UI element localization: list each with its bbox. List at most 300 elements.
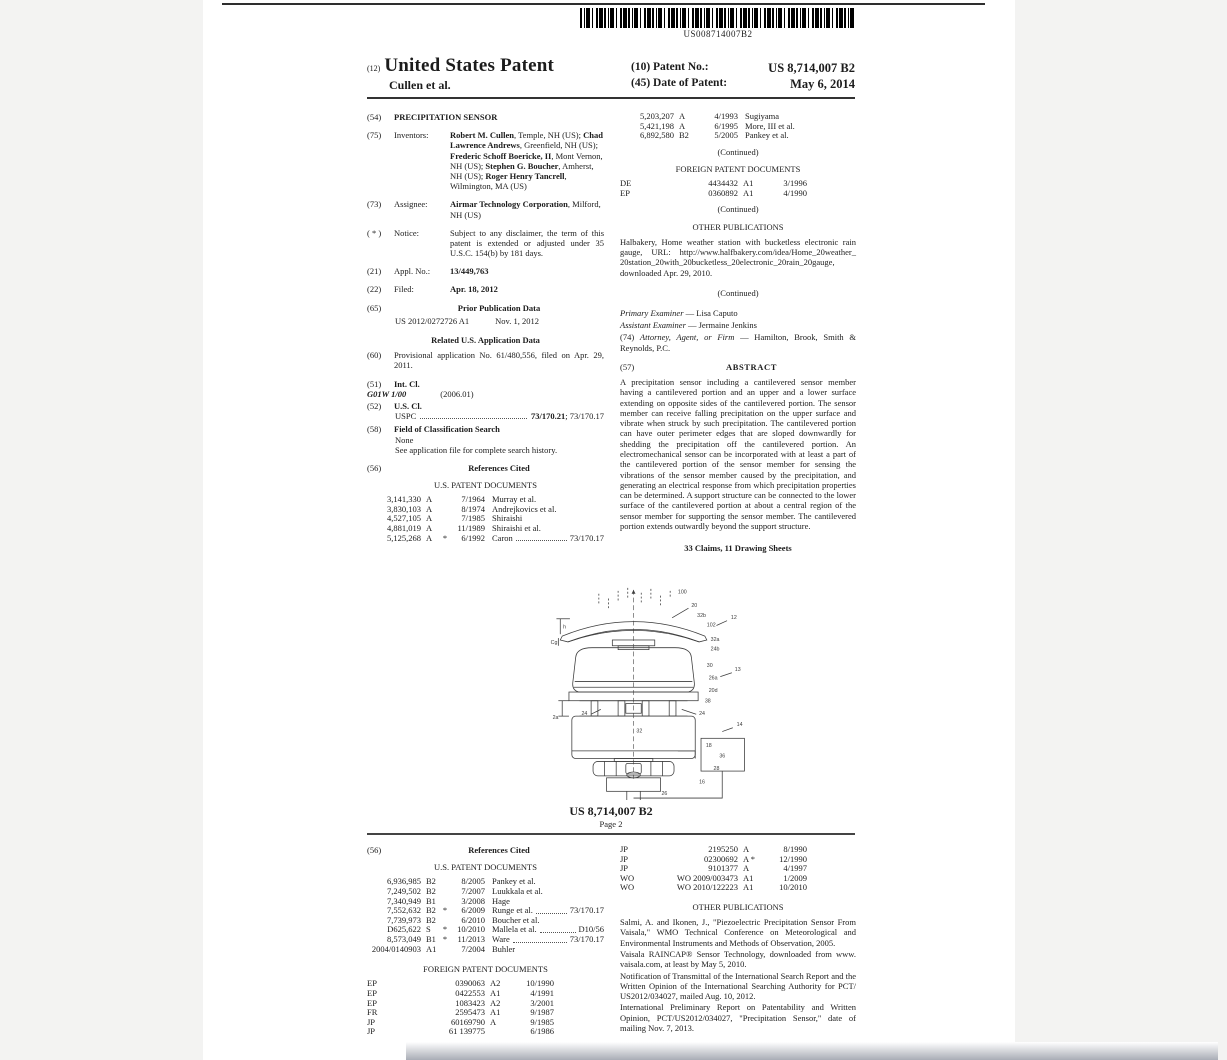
cell: Runge et al. [492, 905, 533, 916]
page2-foreign-table-right [620, 845, 856, 893]
references-cited-heading: References Cited [468, 462, 530, 473]
assistant-examiner-line [620, 320, 856, 330]
field-notice [367, 228, 604, 259]
cell: JP [620, 853, 629, 864]
attorney-line [620, 332, 856, 352]
cell: 3,141,330 [387, 494, 421, 505]
cell: Caron [492, 532, 513, 543]
cell: EP [367, 987, 377, 998]
cell: A [426, 523, 433, 534]
inventors-value: Robert M. Cullen, Temple, NH (US); Chad Lawrence Andrews, Greenfield, NH (US); Frederic Schoff Boericke, II, Mont Vernon, NH (US); Stephen G. Boucher, Amherst, NH (US); Roger Henry Tancrell, Wilmington, MA (US) [450, 130, 603, 192]
appl-no-label: Appl. No.: [394, 266, 431, 277]
uspc-row [395, 411, 604, 421]
assistant-examiner-name: — Jermaine Jenkins [685, 320, 757, 331]
cell: 8,573,049 [387, 933, 421, 944]
field-22-filed [367, 284, 604, 294]
scan-top-border [222, 3, 985, 5]
column-right [620, 112, 856, 553]
table-row [367, 534, 604, 544]
cell: 5,125,268 [387, 532, 421, 543]
patent-authors: Cullen et al. [389, 78, 451, 92]
figure-ref-numeral: 20d [708, 688, 718, 695]
page2-label: Page 2 [599, 819, 623, 829]
cell: 5,203,207 [640, 111, 674, 121]
cell: B1 [426, 933, 436, 944]
appl-no-value: 13/449,763 [450, 266, 489, 277]
search-see-note: See application file for complete search history. [395, 444, 558, 455]
cell [441, 505, 449, 515]
cell: Shiraishi et al. [492, 523, 541, 534]
cell: 8/2005 [461, 876, 485, 887]
figure-ref-numeral: 12 [730, 614, 737, 621]
abstract-num: (57) [620, 361, 635, 372]
cell: A * [743, 853, 756, 864]
cell: EP [367, 997, 377, 1008]
cell: A2 [490, 978, 501, 989]
figure-ref-numeral: h [563, 624, 567, 631]
cell: 2195250 [708, 844, 738, 854]
cell: Boucher et al. [492, 914, 540, 925]
cell: 4,881,019 [387, 523, 421, 534]
dot-leader [513, 942, 567, 943]
figure-ref-numeral: 18 [705, 742, 712, 749]
cell: 4/1997 [783, 863, 807, 874]
header-title-row [367, 55, 617, 77]
int-cl-class: G01W 1/00 [367, 388, 407, 399]
cell: WO [620, 872, 635, 883]
kind-code-12: (12) [367, 64, 381, 73]
field-52-num: (52) [367, 400, 382, 411]
table-row [367, 1027, 604, 1037]
cell: JP [367, 1016, 376, 1027]
page2-other-publications [620, 917, 856, 1033]
assignee-label: Assignee: [394, 199, 428, 210]
cell: 6/1992 [461, 532, 485, 543]
cell: 4,527,105 [387, 513, 421, 524]
continued-note-1: (Continued) [717, 146, 759, 157]
cell: 10/1990 [526, 978, 554, 989]
abstract-heading-row [620, 362, 856, 372]
patent-figure-container [533, 586, 763, 800]
figure-ref-numeral: 38 [704, 698, 711, 705]
cell: 2595473 [455, 1007, 485, 1018]
cell: B2 [426, 914, 436, 925]
table-row [620, 874, 856, 884]
cell [441, 495, 449, 505]
cell: * [442, 924, 448, 935]
cell: WO [620, 882, 635, 893]
figure-ref-numeral: 26a [708, 675, 718, 682]
table-row [367, 945, 604, 955]
notice-label: Notice: [394, 227, 420, 238]
figure-ref-numeral: Cg [550, 639, 558, 646]
bottom-shadow [406, 1042, 1218, 1060]
search-none: None [395, 434, 414, 445]
cell: Luukkala et al. [492, 885, 543, 896]
foreign-patent-documents-heading: FOREIGN PATENT DOCUMENTS [675, 163, 801, 174]
cell: 7/1964 [461, 494, 485, 505]
cell: A [426, 513, 433, 524]
figure-ref-numeral: 30 [706, 662, 713, 669]
cell: A1 [490, 987, 501, 998]
primary-examiner-line [620, 308, 856, 318]
barcode [580, 8, 856, 28]
field-75-inventors [367, 130, 604, 191]
figure-ref-numeral: 26 [661, 791, 668, 798]
cell: 5,421,198 [640, 120, 674, 131]
cell: D625,622 [387, 924, 421, 935]
field-52-us-cl [367, 401, 604, 411]
cell: 7,739,973 [387, 914, 421, 925]
attorney-label: Attorney, Agent, or Firm [639, 332, 735, 343]
cell: Pankey et al. [492, 876, 536, 887]
cell: Murray et al. [492, 494, 537, 505]
cell: 60169790 [451, 1016, 485, 1027]
page2-field-56 [367, 845, 604, 855]
cell [490, 1027, 510, 1037]
notice-num: ( * ) [367, 227, 382, 238]
other-publication-entry: International Preliminary Report on Patentability and Written Opinion, PCT/US2012/034027, "Precipitation Sensor," date of mailing Nov. 7, 2013. [620, 1002, 856, 1033]
cell: Andrejkovics et al. [492, 503, 557, 514]
cell: * [442, 532, 448, 543]
field-58-num: (58) [367, 424, 382, 435]
cell: * [442, 933, 448, 944]
figure-ref-numeral: 14 [736, 721, 743, 728]
dot-leader [540, 932, 576, 933]
assignee-location: , Milford, NH (US) [450, 199, 601, 220]
inventor-name: Frederic Schoff Boericke, II [450, 150, 552, 161]
cell: WO 2010/122223 [676, 882, 738, 893]
related-application-heading: Related U.S. Application Data [431, 335, 540, 345]
uspc-main-class: 73/170.21 [531, 411, 566, 422]
patent-date-row [631, 76, 855, 92]
cell: A1 [490, 1007, 501, 1018]
cell: A [426, 532, 433, 543]
cell: 6,936,985 [387, 876, 421, 887]
field-56-references [367, 463, 604, 473]
cell: 0390063 [455, 978, 485, 989]
inventor-name: Robert M. Cullen [450, 130, 514, 141]
other-publications-heading: OTHER PUBLICATIONS [692, 221, 784, 232]
continued-note-2: (Continued) [717, 204, 759, 215]
figure-ref-numeral: 24 [581, 711, 588, 718]
cell [441, 887, 449, 897]
cell: A [426, 494, 433, 505]
us-patent-table-right [620, 112, 856, 141]
patent-date-label: (45) Date of Patent: [631, 77, 728, 90]
attorney-name: — Hamilton, Brook, Smith & Reynolds, P.C. [620, 332, 857, 353]
filed-label: Filed: [394, 284, 414, 295]
cell: S [426, 924, 431, 935]
cell [694, 112, 702, 122]
figure-ref-numeral: 2a [552, 715, 559, 722]
field-58-search [367, 424, 604, 434]
page2-other-publications-heading: OTHER PUBLICATIONS [692, 901, 784, 912]
cell [694, 131, 702, 141]
page2-patent-number: US 8,714,007 B2 [569, 804, 653, 818]
field-65 [367, 303, 604, 313]
cell: 10/2010 [779, 882, 807, 893]
int-cl-label: Int. Cl. [394, 378, 420, 389]
cell: EP [620, 187, 630, 198]
cell [441, 945, 449, 955]
foreign-patent-table [620, 179, 856, 198]
figure-ref-numeral: 20 [691, 603, 698, 610]
table-row [367, 999, 604, 1009]
other-publication-entry: Halbakery, Home weather station with bucketless electronic rain gauge, URL: http://www.halfbakery.com/idea/Home_20weather_ 20station_20with_20bucketless_20electronic_20rain_20gauge, downloaded Apr. 29, 2010. [620, 236, 856, 278]
field-21-num: (21) [367, 266, 382, 277]
cell: B2 [426, 876, 436, 887]
dot-leader [536, 913, 567, 914]
cell: 11/1989 [457, 523, 485, 534]
cell: 11/2013 [457, 933, 485, 944]
field-60-provisional [367, 350, 604, 370]
cell: Shiraishi [492, 513, 523, 524]
figure-ref-numeral: 32 [636, 728, 643, 735]
cell: DE [620, 178, 632, 189]
us-cl-label: U.S. Cl. [394, 400, 422, 411]
cell: 5/2005 [714, 130, 738, 141]
table-row [367, 1018, 604, 1028]
cell: 6/1995 [714, 120, 738, 131]
dot-leader [516, 540, 567, 541]
cell: 7,552,632 [387, 905, 421, 916]
cell [745, 131, 856, 141]
page2-foreign-heading: FOREIGN PATENT DOCUMENTS [423, 964, 548, 975]
cell: 8/1974 [461, 503, 485, 514]
prior-publication-heading: Prior Publication Data [457, 302, 541, 313]
cell: 4/1991 [530, 987, 554, 998]
table-row [367, 1008, 604, 1018]
field-75-num: (75) [367, 130, 382, 141]
field-73-num: (73) [367, 199, 382, 210]
figure-ref-numeral: 13 [734, 666, 741, 673]
page2-references-heading: References Cited [468, 845, 530, 855]
field-56-num: (56) [367, 462, 382, 473]
cell: 9/1987 [530, 1007, 554, 1018]
table-row [620, 179, 856, 189]
patent-page [203, 0, 1015, 1060]
figure-ref-numeral: 16 [699, 779, 705, 786]
cell: Pankey et al. [745, 130, 789, 141]
page-title: United States Patent [384, 55, 555, 76]
cell: Ware [492, 933, 510, 944]
cell: 6/2009 [461, 905, 485, 916]
cell: Buhler [492, 943, 516, 954]
cell: 9101377 [708, 863, 738, 874]
assignee-name: Airmar Technology Corporation [450, 199, 568, 210]
figure-ref-numeral: 36 [719, 753, 726, 760]
other-publication-entry: Notification of Transmittal of the International Search Report and the Written Opinion of the International Searching Authority for PCT/ US2012/034027, mailed Aug. 10, 2012. [620, 970, 856, 1002]
patent-number-row [631, 60, 855, 76]
cell: EP [367, 978, 377, 989]
cell: 7,340,949 [387, 895, 421, 906]
cell: D10/56 [578, 924, 604, 935]
cell: 0422553 [455, 987, 485, 998]
prior-publication-row [395, 316, 604, 326]
invention-title: PRECIPITATION SENSOR [394, 112, 498, 122]
us-patent-documents-heading: U.S. PATENT DOCUMENTS [434, 480, 537, 491]
figure-ref-numeral: 32a [710, 636, 720, 643]
cell: 3/2001 [530, 997, 554, 1008]
cell: Sugiyama [745, 111, 779, 121]
attorney-num: (74) [620, 332, 635, 343]
primary-examiner-name: — Lisa Caputo [683, 308, 738, 319]
cell: A [679, 111, 686, 121]
cell: JP [367, 1026, 376, 1037]
page2-column-right [620, 845, 856, 1053]
figure-ref-numeral: 28 [713, 766, 720, 773]
cell: 3/2008 [461, 895, 485, 906]
cell: JP [620, 863, 629, 874]
cell: A1 [743, 187, 754, 198]
table-row [620, 864, 856, 874]
field-73-assignee [367, 199, 604, 219]
cell: 1/2009 [783, 872, 807, 883]
cell: 73/170.17 [569, 933, 604, 944]
cell [441, 514, 449, 524]
cell: 1083423 [455, 997, 485, 1008]
barcode-text: US008714007B2 [683, 29, 753, 39]
patent-number-value: US 8,714,007 B2 [768, 61, 855, 75]
cell: 73/170.17 [569, 905, 604, 916]
int-cl-year: (2006.01) [440, 388, 474, 399]
uspc-label: USPC [395, 411, 417, 422]
abstract-heading: ABSTRACT [725, 361, 778, 372]
page2-us-patent-table [367, 877, 604, 954]
cell: Mallela et al. [492, 924, 537, 935]
other-publication-entry: Vaisala RAINCAP® Sensor Technology, downloaded from www. vaisala.com, at least by May 5, 2010. [620, 949, 856, 970]
field-51-int-cl [367, 379, 604, 389]
inventors-label: Inventors: [394, 130, 429, 141]
patent-date-value: May 6, 2014 [790, 77, 855, 92]
cell: 4/1993 [714, 111, 738, 121]
cell: 73/170.17 [569, 532, 604, 543]
prior-publication-date: Nov. 1, 2012 [495, 315, 539, 326]
continued-note-3: (Continued) [717, 287, 759, 298]
table-row [367, 989, 604, 999]
figure-ref-numeral: 102 [706, 622, 716, 629]
dot-leader [420, 418, 527, 419]
cell: JP [620, 844, 629, 854]
cell: 3/1996 [783, 178, 807, 189]
int-cl-class-row [367, 389, 604, 399]
field-22-num: (22) [367, 284, 382, 295]
column-left [367, 112, 604, 543]
figure-ref-numeral: 24 [699, 711, 705, 718]
table-row [620, 131, 856, 141]
cell: 12/1990 [779, 853, 807, 864]
cell: 2004/0140903 [371, 943, 421, 954]
cell: A1 [426, 943, 437, 954]
cell: 7/2007 [461, 885, 485, 896]
cell [694, 122, 702, 132]
field-60-num: (60) [367, 350, 382, 361]
field-21-appl-no [367, 266, 604, 276]
figure-ref-numeral: 32b [697, 612, 707, 619]
cell: A [743, 863, 750, 874]
cell: B2 [426, 905, 436, 916]
cell: B1 [426, 895, 436, 906]
cell: 0360892 [708, 187, 738, 198]
search-field-label: Field of Classification Search [394, 424, 500, 435]
header-right [631, 60, 855, 93]
cell: 6/2010 [461, 914, 485, 925]
cell: Hage [492, 895, 510, 906]
prior-publication-number: US 2012/0272726 A1 [395, 315, 470, 326]
cell: More, III et al. [745, 120, 795, 131]
cell: 61 139775 [448, 1026, 485, 1037]
cell: 6,892,580 [640, 130, 674, 141]
assistant-examiner-label: Assistant Examiner [620, 320, 686, 331]
figure-ref-numeral: 100 [677, 589, 687, 596]
cell: 02300692 [704, 853, 738, 864]
figure-ref-numeral: 24b [710, 646, 720, 653]
cell: A1 [743, 178, 754, 189]
cell: A [743, 844, 750, 854]
cell: A [490, 1016, 497, 1027]
cell: 4/1990 [783, 187, 807, 198]
cell: 6/1986 [530, 1026, 554, 1037]
inventor-name: Roger Henry Tancrell [485, 170, 565, 181]
header-left [367, 55, 617, 93]
field-51-num: (51) [367, 378, 382, 389]
patent-number-label: (10) Patent No.: [631, 61, 709, 73]
field-54 [367, 112, 604, 122]
cell: B2 [426, 885, 436, 896]
cell: A [426, 503, 433, 514]
inventor-name: Chad Lawrence Andrews [450, 130, 603, 151]
filed-value: Apr. 18, 2012 [450, 284, 498, 295]
cell [492, 534, 604, 544]
page2-column-left [367, 845, 604, 1037]
cell: * [442, 905, 448, 916]
cell [492, 945, 604, 955]
cell: 7/2004 [461, 943, 485, 954]
table-row [620, 883, 856, 893]
cell: 8/1990 [783, 844, 807, 854]
page2-field-56-num: (56) [367, 845, 382, 855]
cell: 7,249,502 [387, 885, 421, 896]
cell: 4434432 [708, 178, 738, 189]
inventor-name: Stephen G. Boucher [485, 160, 559, 171]
table-row [620, 855, 856, 865]
claims-line: 33 Claims, 11 Drawing Sheets [684, 543, 792, 554]
cell: FR [367, 1007, 378, 1018]
field-65-num: (65) [367, 302, 382, 313]
abstract-text: A precipitation sensor including a cantilevered sensor member having a cantilevered portion and an upper and a lower surface extending on opposite sides of the cantilevered portion. The sensor member can receive falling precipitation on the upper surface and vibrate when struck by such precipitation. The cantilevered portion can have outer perimeter edges that are sloped downwardly for shedding the precipitation off the cantilevered portion. An electromechanical sensor can be incorporated with at least a part of the cantilevered portion of the sensor member for sensing the vibrations of the sensor member caused by the precipitation, and generating an electrical response from which precipitation properties can be determined. A support structure can be connected to the lower surface of the cantilevered portion at about a central region of the sensor member for supporting the sensor member. The cantilevered portion extends outwardly beyond the support structure. [620, 376, 856, 531]
other-publication-entry: Salmi, A. and Ikonen, J., "Piezoelectric Precipitation Sensor From Vaisala," WMO Technical Conference on Meteorological and Environmental Instruments and Methods of Observation, 2005. [620, 917, 856, 948]
field-54-num: (54) [367, 112, 382, 122]
notice-text: Subject to any disclaimer, the term of this patent is extended or adjusted under 35 U.S.C. 154(b) by 181 days. [450, 227, 604, 259]
cell: B2 [679, 130, 689, 141]
cell: 3,830,103 [387, 503, 421, 514]
cell: WO 2009/003473 [676, 872, 738, 883]
cell: A2 [490, 997, 501, 1008]
table-row [367, 979, 604, 989]
table-row [620, 845, 856, 855]
assignee-value [450, 199, 604, 219]
primary-examiner-label: Primary Examiner [620, 308, 684, 319]
page2-rule [367, 833, 855, 835]
page2-us-docs-heading: U.S. PATENT DOCUMENTS [434, 862, 537, 873]
cell: 7/1985 [461, 513, 485, 524]
cell: A [679, 120, 686, 131]
cell: A1 [743, 872, 754, 883]
provisional-text: Provisional application No. 61/480,556, filed on Apr. 29, 2011. [394, 350, 604, 371]
cell: 9/1985 [530, 1016, 554, 1027]
page2-foreign-table-left [367, 979, 604, 1037]
